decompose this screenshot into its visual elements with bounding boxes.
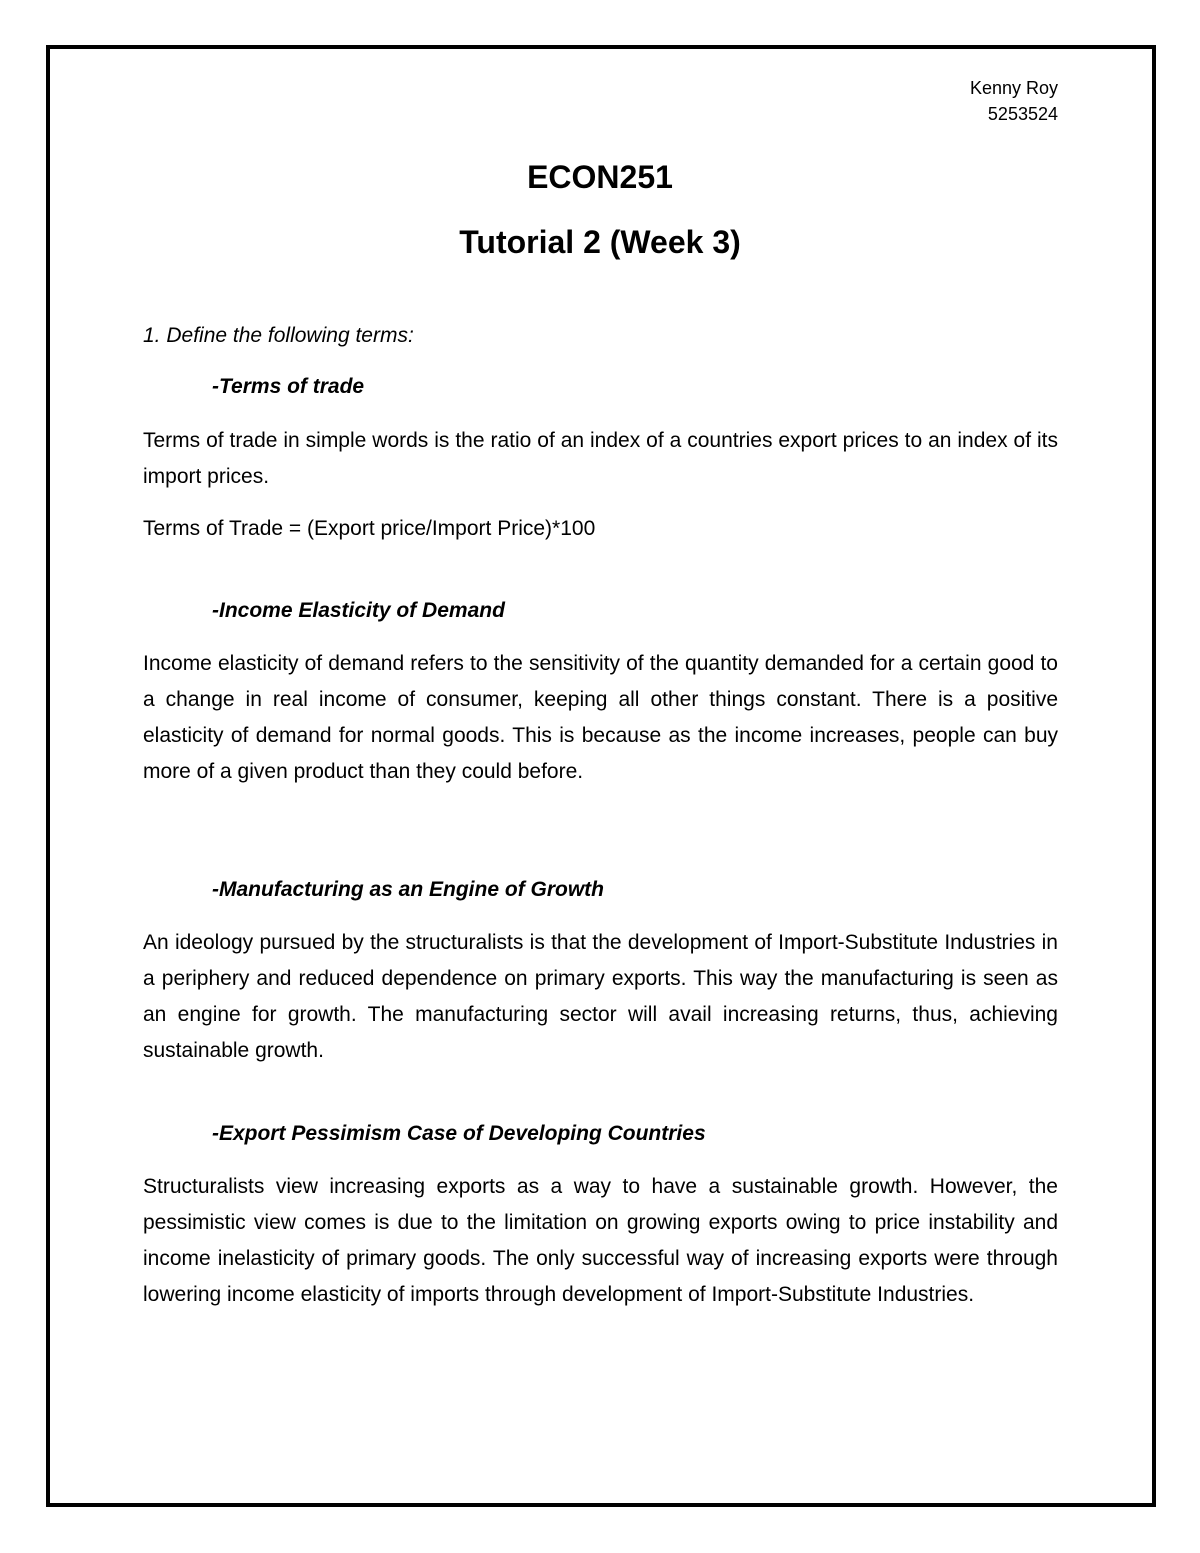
question-prompt: 1. Define the following terms: [143, 324, 414, 347]
paragraph-terms-of-trade-formula: Terms of Trade = (Export price/Import Price)*100 [143, 517, 596, 540]
course-title: ECON251 [527, 159, 673, 195]
author-block [970, 75, 1058, 127]
paragraph-export-pessimism: Structuralists view increasing exports as a way to have a sustainable growth. However, the pessimistic view comes is due to the limitation on growing exports owing to price instability and income inelasticity of primary goods. The only successful way of increasing exports were through lowering income elasticity of imports through development of Import-Substitute Industries. [143, 1175, 1058, 1306]
paragraph-income-elasticity: Income elasticity of demand refers to the sensitivity of the quantity demanded for a certain good to a change in real income of consumer, keeping all other things constant. There is a positive elasticity of demand for normal goods. This is because as the income increases, people can buy more of a given product than they could before. [143, 652, 1058, 783]
paragraph-terms-of-trade-definition: Terms of trade in simple words is the ratio of an index of a countries export prices to an index of its import prices. [143, 429, 1058, 488]
term-heading-export-pessimism: -Export Pessimism Case of Developing Countries [212, 1122, 706, 1145]
term-heading-manufacturing: -Manufacturing as an Engine of Growth [212, 878, 605, 901]
term-heading-terms-of-trade: -Terms of trade [212, 375, 365, 398]
tutorial-title: Tutorial 2 (Week 3) [459, 224, 741, 260]
student-id: 5253524 [987, 104, 1058, 124]
paragraph-manufacturing: An ideology pursued by the structuralists is that the development of Import-Substitute Industries in a periphery and reduced dependence on primary exports. This way the manufacturing is seen as an engine for growth. The manufacturing sector will avail increasing returns, thus, achieving sustainable growth. [143, 931, 1058, 1062]
term-heading-income-elasticity: -Income Elasticity of Demand [212, 599, 505, 622]
author-name: Kenny Roy [969, 78, 1058, 98]
